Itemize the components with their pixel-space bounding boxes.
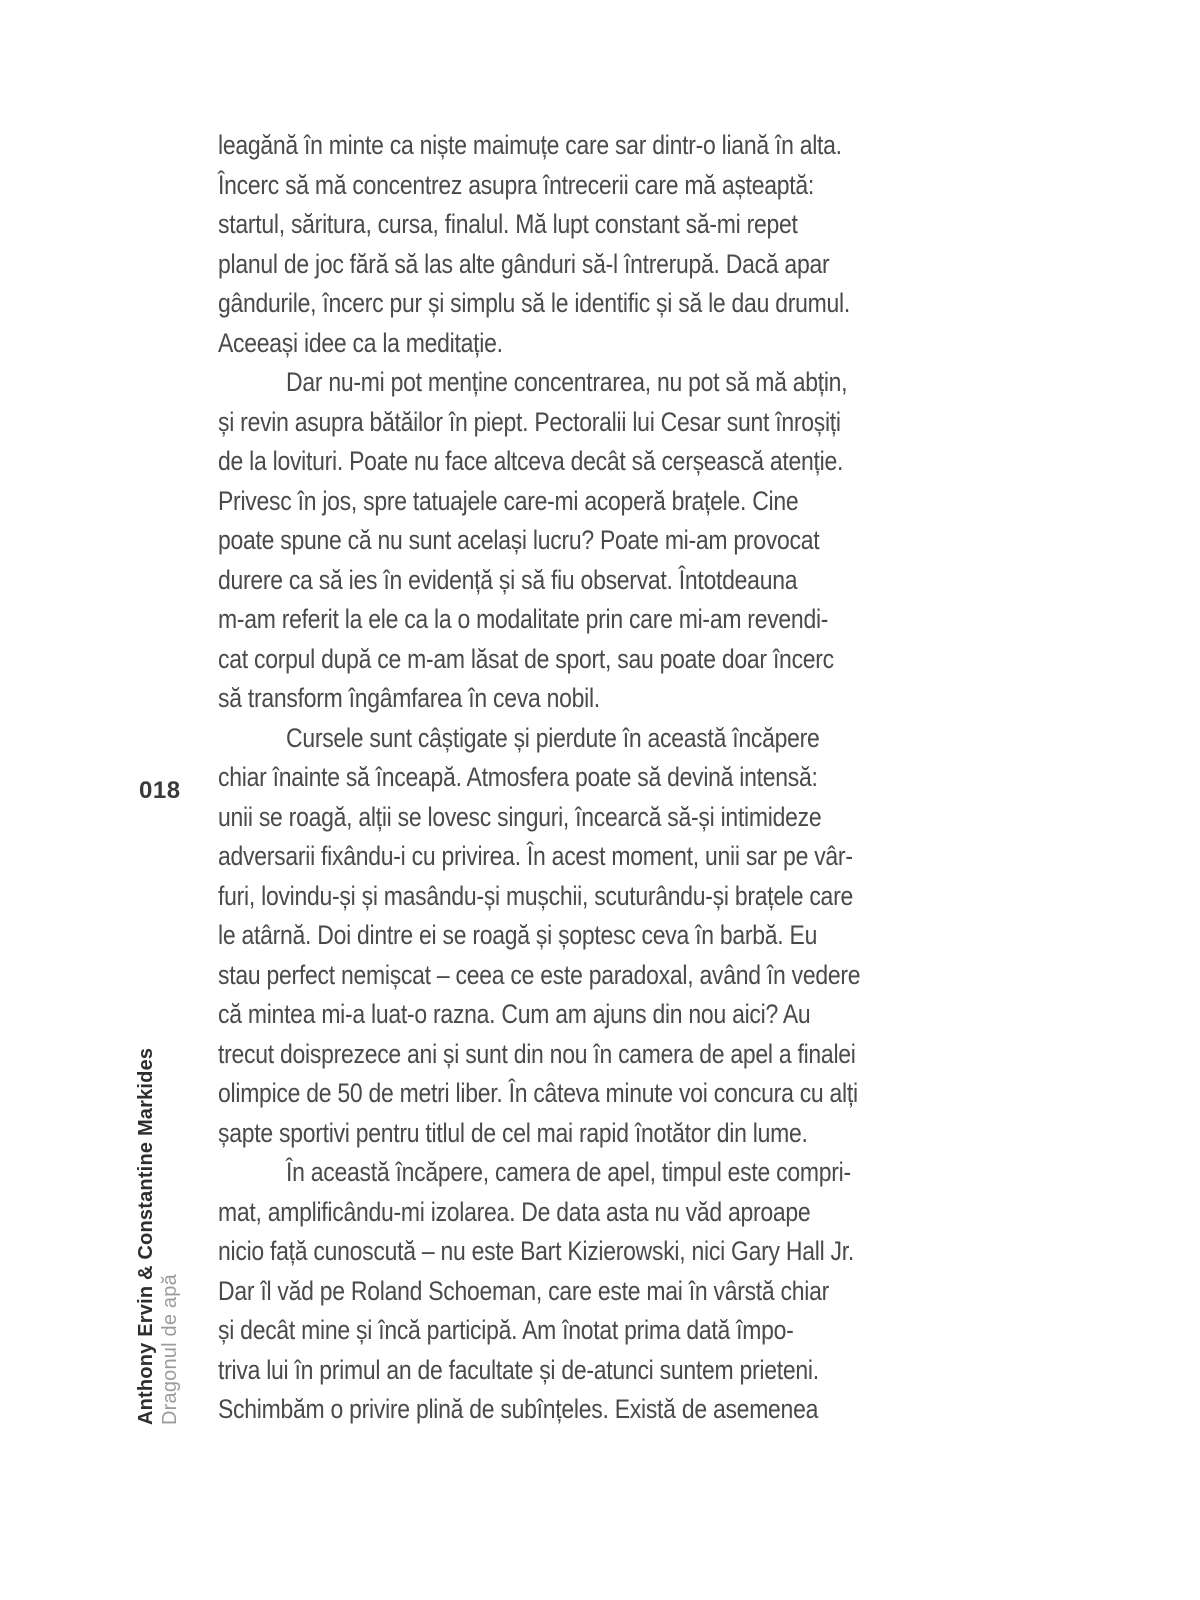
text-line: durere ca să ies în evidență și să fiu observat. Întotdeauna (218, 564, 798, 595)
text-line: Dar nu-mi pot menține concentrarea, nu pot să mă abțin, (286, 367, 848, 397)
page-number: 018 (139, 777, 181, 804)
text-line: leagănă în minte ca niște maimuțe care sar dintr-o liană în alta. (218, 130, 842, 160)
text-line: unii se roagă, alții se lovesc singuri, încearcă să-și intimideze (218, 801, 822, 832)
text-line: trecut doisprezece ani și sunt din nou în camera de apel a finalei (218, 1038, 856, 1069)
text-line: m-am referit la ele ca la o modalitate prin care mi-am revendi- (218, 604, 829, 634)
text-line: gândurile, încerc pur și simplu să le identific și să le dau drumul. (218, 288, 850, 318)
text-line: nicio față cunoscută – nu este Bart Kizierowski, nici Gary Hall Jr. (218, 1236, 854, 1266)
text-line: mat, amplificându-mi izolarea. De data asta nu văd aproape (218, 1196, 811, 1227)
text-line: șapte sportivi pentru titlul de cel mai rapid înotător din lume. (218, 1117, 808, 1148)
text-line: le atârnă. Doi dintre ei se roagă și șoptesc ceva în barbă. Eu (218, 920, 818, 950)
text-line: planul de joc fără să las alte gânduri să-l întrerupă. Dacă apar (218, 248, 830, 279)
text-line: să transform îngâmfarea în ceva nobil. (218, 683, 600, 713)
text-line: Cursele sunt câștigate și pierdute în această încăpere (286, 722, 820, 753)
text-line: chiar înainte să înceapă. Atmosfera poate să devină intensă: (218, 762, 818, 792)
text-line: Schimbăm o privire plină de subînțeles. Există de asemenea (218, 1394, 819, 1424)
spine-label (133, 1048, 182, 1425)
text-line: poate spune că nu sunt același lucru? Poate mi-am provocat (218, 525, 820, 555)
text-line: cat corpul după ce m-am lăsat de sport, sau poate doar încerc (218, 643, 834, 674)
text-line: În această încăpere, camera de apel, timpul este compri- (286, 1157, 851, 1187)
text-line: Încerc să mă concentrez asupra întrecerii care mă așteaptă: (218, 169, 814, 200)
spine-authors: Anthony Ervin & Constantine Markides (135, 1047, 157, 1425)
text-line: furi, lovindu-și și masându-și mușchii, scuturându-și brațele care (218, 880, 853, 911)
body-text (218, 126, 966, 1430)
text-line: startul, săritura, cursa, finalul. Mă lupt constant să-mi repet (218, 209, 798, 239)
text-line: că mintea mi-a luat-o razna. Cum am ajuns din nou aici? Au (218, 999, 811, 1029)
text-line: olimpice de 50 de metri liber. În câteva minute voi concura cu alți (218, 1078, 858, 1108)
text-line: Dar îl văd pe Roland Schoeman, care este mai în vârstă chiar (218, 1275, 830, 1306)
text-line: Aceeași idee ca la meditație. (218, 327, 503, 358)
text-line: și decât mine și încă participă. Am înotat prima dată împo- (218, 1315, 794, 1345)
text-line: și revin asupra bătăilor în piept. Pectoralii lui Cesar sunt înroșiți (218, 406, 841, 437)
text-line: stau perfect nemișcat – ceea ce este paradoxal, având în vedere (218, 959, 861, 990)
spine-book-title: Dragonul de apă (159, 1274, 181, 1425)
text-line: Privesc în jos, spre tatuajele care-mi acoperă brațele. Cine (218, 485, 799, 516)
text-line: adversarii fixându-i cu privirea. În acest moment, unii sar pe vâr- (218, 841, 853, 871)
text-line: de la lovituri. Poate nu face altceva decât să cerșească atenție. (218, 446, 844, 476)
text-line: triva lui în primul an de facultate și de-atunci suntem prieteni. (218, 1354, 819, 1385)
